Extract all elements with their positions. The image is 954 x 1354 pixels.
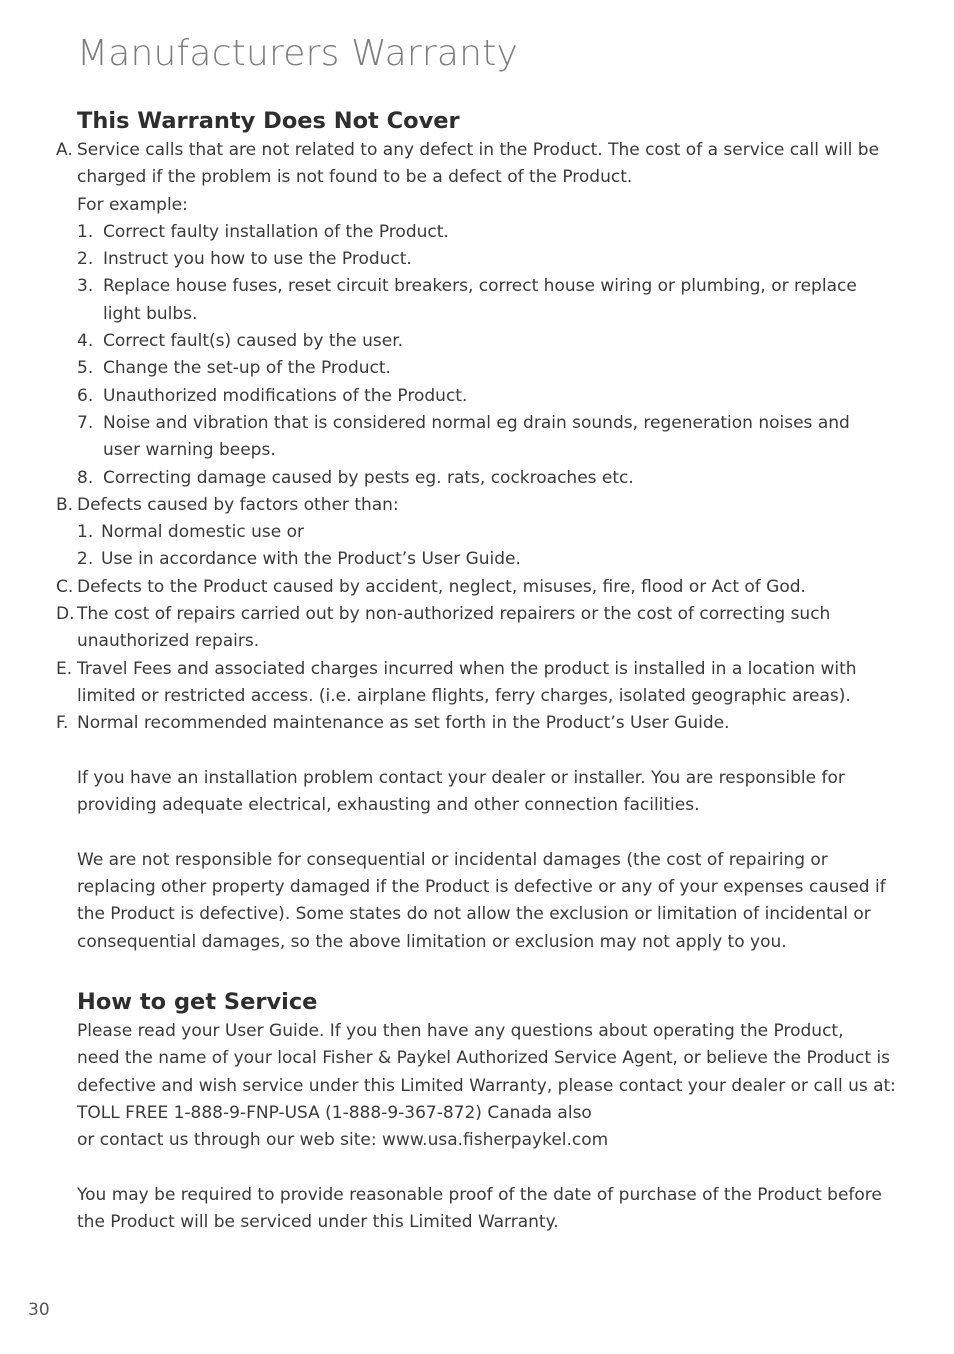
paragraph-line xyxy=(0,1182,954,1209)
paragraph-text: consequential damages, so the above limitation or exclusion may not apply to you. xyxy=(77,931,787,952)
list-item-text-line: Service calls that are not related to any defect in the Product. The cost of a service call will be xyxy=(77,140,880,160)
paragraph-text: providing adequate electrical, exhausting and other connection facilities. xyxy=(77,795,700,816)
list-item-text-line: limited or restricted access. (i.e. airplane flights, ferry charges, isolated geographic areas). xyxy=(77,685,851,706)
list-item-e-continued xyxy=(0,683,954,710)
warranty-content xyxy=(0,105,954,1236)
example-label xyxy=(0,192,954,219)
spacer xyxy=(0,956,954,986)
list-marker: E. xyxy=(56,658,73,679)
phone-line xyxy=(0,1100,954,1127)
paragraph-text: the Product will be serviced under this Limited Warranty. xyxy=(77,1211,559,1232)
list-item-b xyxy=(0,492,954,519)
list-marker: A. xyxy=(56,140,73,160)
paragraph-line xyxy=(0,1209,954,1236)
sub-item-text: Unauthorized modifications of the Product. xyxy=(103,385,468,406)
sub-item-text: Correct fault(s) caused by the user. xyxy=(103,331,404,352)
sub-item xyxy=(0,465,954,492)
paragraph-line xyxy=(0,901,954,928)
sub-item-number: 4. xyxy=(77,331,94,352)
list-item-text-line: The cost of repairs carried out by non-authorized repairers or the cost of correcting such xyxy=(77,604,831,625)
list-item-e xyxy=(0,656,954,683)
spacer xyxy=(0,819,954,846)
sub-item-text: Change the set-up of the Product. xyxy=(103,358,391,379)
paragraph-text: If you have an installation problem contact your dealer or installer. You are responsible for xyxy=(77,767,845,788)
sub-item-number: 1. xyxy=(77,221,94,242)
sub-item-text: Correct faulty installation of the Product. xyxy=(103,221,449,242)
sub-item xyxy=(0,519,954,546)
paragraph-text: Please read your User Guide. If you then have any questions about operating the Product, xyxy=(77,1020,844,1041)
list-item-text-line: charged if the problem is not found to be a defect of the Product. xyxy=(77,167,633,188)
sub-item xyxy=(0,328,954,355)
sub-item-number: 6. xyxy=(77,385,94,406)
sub-item-number: 3. xyxy=(77,276,94,297)
sub-item xyxy=(0,355,954,382)
list-item-text-line: Defects caused by factors other than: xyxy=(77,494,399,515)
website-text: or contact us through our web site: www.usa.fisherpaykel.com xyxy=(77,1130,609,1151)
sub-item-text: Normal domestic use or xyxy=(101,522,305,543)
list-marker: F. xyxy=(56,713,69,734)
paragraph-text: replacing other property damaged if the Product is defective or any of your expenses caused if xyxy=(77,877,886,898)
sub-item-text: Instruct you how to use the Product. xyxy=(103,249,412,270)
sub-item-continued xyxy=(0,437,954,464)
sub-item-number: 8. xyxy=(77,467,94,488)
page-title: Manufacturers Warranty xyxy=(77,33,519,74)
sub-item-number: 1. xyxy=(77,522,94,543)
list-item-text-line: Defects to the Product caused by accident, neglect, misuses, fire, flood or Act of God. xyxy=(77,576,806,597)
paragraph-line xyxy=(0,874,954,901)
list-marker: C. xyxy=(56,576,74,597)
sub-item-text: user warning beeps. xyxy=(103,440,276,461)
paragraph-line xyxy=(0,1018,954,1045)
website-line xyxy=(0,1127,954,1154)
sub-item xyxy=(0,273,954,300)
list-marker: B. xyxy=(56,494,74,515)
toll-free-number: TOLL FREE 1-888-9-FNP-USA (1-888-9-367-872) Canada also xyxy=(77,1102,592,1123)
list-item-text-line: unauthorized repairs. xyxy=(77,631,260,652)
section-heading-get-service: How to get Service xyxy=(77,988,318,1015)
sub-item-number: 5. xyxy=(77,358,94,379)
paragraph-text: We are not responsible for consequential or incidental damages (the cost of repairing or xyxy=(77,849,828,870)
sub-item-text: Use in accordance with the Product’s User Guide. xyxy=(101,549,521,570)
sub-item-number: 2. xyxy=(77,549,94,570)
sub-item-number: 2. xyxy=(77,249,94,270)
sub-item xyxy=(0,219,954,246)
paragraph-text: the Product is defective). Some states do not allow the exclusion or limitation of incidental or xyxy=(77,904,871,925)
sub-item-text: Replace house fuses, reset circuit breakers, correct house wiring or plumbing, or replace xyxy=(103,276,857,297)
spacer xyxy=(0,1154,954,1181)
paragraph-line xyxy=(0,847,954,874)
example-label-text: For example: xyxy=(77,194,188,215)
sub-item-text: Noise and vibration that is considered normal eg drain sounds, regeneration noises and xyxy=(103,412,850,433)
paragraph-line xyxy=(0,1073,954,1100)
sub-item xyxy=(0,410,954,437)
sub-item-text: Correcting damage caused by pests eg. rats, cockroaches etc. xyxy=(103,467,634,488)
page-number: 30 xyxy=(28,1300,50,1320)
paragraph-line xyxy=(0,929,954,956)
list-item-text-line: Travel Fees and associated charges incurred when the product is installed in a location with xyxy=(77,658,857,679)
paragraph-text: You may be required to provide reasonable proof of the date of purchase of the Product before xyxy=(77,1184,882,1205)
list-item-d xyxy=(0,601,954,628)
paragraph-text: need the name of your local Fisher & Paykel Authorized Service Agent, or believe the Product is xyxy=(77,1048,891,1069)
list-marker: D. xyxy=(56,604,75,625)
list-item-f xyxy=(0,710,954,737)
sub-item-continued xyxy=(0,301,954,328)
list-item-text-line: Normal recommended maintenance as set forth in the Product’s User Guide. xyxy=(77,713,730,734)
paragraph-text: defective and wish service under this Limited Warranty, please contact your dealer or call us at: xyxy=(77,1075,896,1096)
paragraph-line xyxy=(0,792,954,819)
sub-item-number: 7. xyxy=(77,412,94,433)
paragraph-line xyxy=(0,765,954,792)
list-item-d-continued xyxy=(0,628,954,655)
sub-item xyxy=(0,546,954,573)
spacer xyxy=(0,738,954,765)
sub-item xyxy=(0,246,954,273)
paragraph-line xyxy=(0,1045,954,1072)
list-item-a-continued xyxy=(0,164,954,191)
sub-item-text: light bulbs. xyxy=(103,303,198,324)
section-heading-not-covered: This Warranty Does Not Cover xyxy=(77,108,460,134)
list-item-a xyxy=(0,137,954,164)
sub-item xyxy=(0,383,954,410)
list-item-c xyxy=(0,574,954,601)
